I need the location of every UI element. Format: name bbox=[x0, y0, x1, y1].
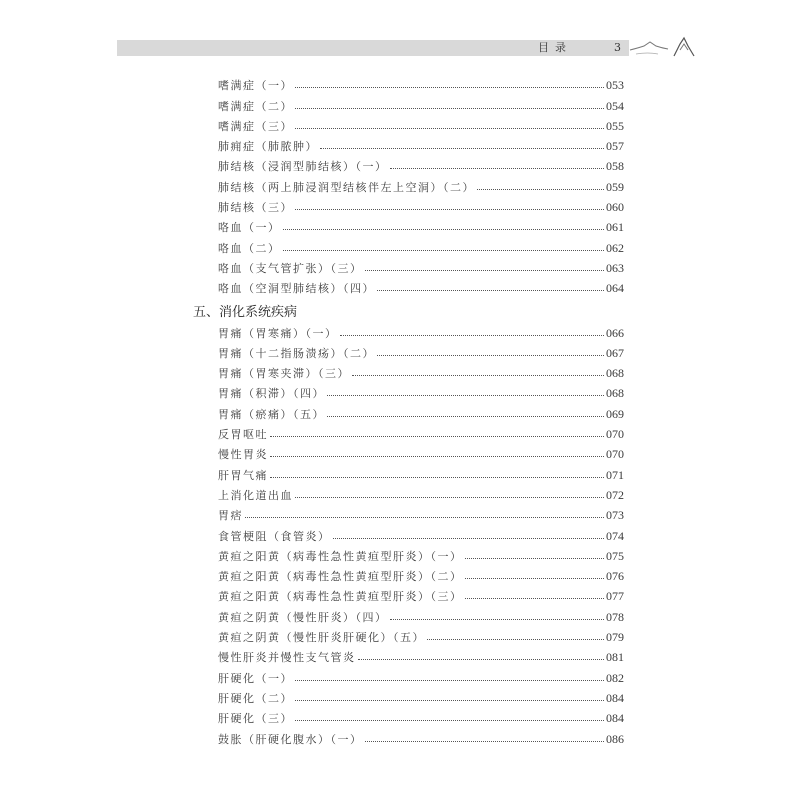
toc-entry[interactable] bbox=[218, 483, 624, 503]
entry-title: 鼓胀（肝硬化腹水）（一） bbox=[218, 732, 363, 746]
entry-page: 068 bbox=[606, 386, 624, 401]
entry-page: 074 bbox=[606, 528, 624, 543]
entry-title: 肺结核（三） bbox=[218, 201, 293, 215]
entry-title: 黄疸之阳黄（病毒性急性黄疸型肝炎）（一） bbox=[218, 549, 463, 563]
toc-entry[interactable] bbox=[218, 215, 624, 235]
section-heading: 五、消化系统疾病 bbox=[193, 305, 298, 321]
dot-leader bbox=[295, 720, 604, 721]
dot-leader bbox=[295, 128, 604, 129]
toc-entry[interactable] bbox=[218, 584, 624, 604]
entry-page: 071 bbox=[606, 467, 624, 482]
entry-title: 肝胃气痛 bbox=[218, 468, 268, 482]
dot-leader bbox=[477, 189, 604, 190]
dot-leader bbox=[377, 355, 604, 356]
toc-entry[interactable] bbox=[218, 665, 624, 685]
entry-page: 061 bbox=[606, 220, 624, 235]
toc-entry[interactable] bbox=[218, 401, 624, 421]
toc-entry[interactable] bbox=[218, 73, 624, 93]
toc-entry[interactable] bbox=[218, 381, 624, 401]
toc-entry[interactable] bbox=[218, 361, 624, 381]
entry-title: 嗜满症（三） bbox=[218, 119, 293, 133]
dot-leader bbox=[295, 700, 604, 701]
toc-entry[interactable] bbox=[218, 320, 624, 340]
entry-title: 黄疸之阴黄（慢性肝炎）（四） bbox=[218, 610, 388, 624]
entry-page: 059 bbox=[606, 179, 624, 194]
entry-page: 060 bbox=[606, 200, 624, 215]
dot-leader bbox=[352, 375, 604, 376]
entry-title: 黄疸之阳黄（病毒性急性黄疸型肝炎）（三） bbox=[218, 590, 463, 604]
entry-title: 慢性肝炎并慢性支气管炎 bbox=[218, 651, 356, 665]
toc-entry[interactable] bbox=[218, 726, 624, 746]
mountain-ornament-icon bbox=[628, 34, 698, 62]
entry-page: 079 bbox=[606, 630, 624, 645]
dot-leader bbox=[295, 497, 604, 498]
entry-title: 食管梗阻（食管炎） bbox=[218, 529, 331, 543]
toc-entry[interactable] bbox=[218, 422, 624, 442]
toc-entry[interactable] bbox=[218, 114, 624, 134]
toc-entry[interactable] bbox=[218, 256, 624, 276]
entry-title: 上消化道出血 bbox=[218, 488, 293, 502]
dot-leader bbox=[365, 741, 605, 742]
entry-page: 077 bbox=[606, 589, 624, 604]
entry-title: 嗜满症（二） bbox=[218, 99, 293, 113]
entry-title: 反胃呕吐 bbox=[218, 428, 268, 442]
dot-leader bbox=[333, 538, 605, 539]
toc-entry[interactable] bbox=[218, 645, 624, 665]
dot-leader bbox=[390, 168, 605, 169]
dot-leader bbox=[295, 87, 604, 88]
entry-page: 062 bbox=[606, 240, 624, 255]
toc-entry[interactable] bbox=[218, 195, 624, 215]
entry-page: 057 bbox=[606, 139, 624, 154]
toc-entry[interactable] bbox=[218, 442, 624, 462]
dot-leader bbox=[327, 395, 604, 396]
entry-title: 嗜满症（一） bbox=[218, 79, 293, 93]
toc-entry[interactable] bbox=[218, 93, 624, 113]
toc-entry[interactable] bbox=[218, 706, 624, 726]
dot-leader bbox=[365, 270, 605, 271]
entry-title: 慢性胃炎 bbox=[218, 448, 268, 462]
entry-title: 肺结核（浸润型肺结核）（一） bbox=[218, 160, 388, 174]
toc-entry[interactable] bbox=[218, 523, 624, 543]
entry-page: 066 bbox=[606, 325, 624, 340]
entry-title: 肝硬化（二） bbox=[218, 691, 293, 705]
entry-title: 肝硬化（一） bbox=[218, 671, 293, 685]
entry-title: 肺痈症（肺脓肿） bbox=[218, 140, 318, 154]
entry-title: 胃痛（瘀痛）（五） bbox=[218, 407, 325, 421]
entry-title: 肝硬化（三） bbox=[218, 712, 293, 726]
entry-title: 咯血（空洞型肺结核）（四） bbox=[218, 282, 375, 296]
entry-page: 054 bbox=[606, 98, 624, 113]
dot-leader bbox=[245, 517, 604, 518]
entry-page: 086 bbox=[606, 731, 624, 746]
dot-leader bbox=[327, 416, 604, 417]
dot-leader bbox=[320, 148, 604, 149]
toc-entry[interactable] bbox=[218, 174, 624, 194]
toc-entry[interactable] bbox=[218, 625, 624, 645]
entry-page: 075 bbox=[606, 548, 624, 563]
entry-title: 黄疸之阴黄（慢性肝炎肝硬化）（五） bbox=[218, 631, 425, 645]
dot-leader bbox=[295, 209, 604, 210]
entry-page: 064 bbox=[606, 281, 624, 296]
entry-page: 070 bbox=[606, 427, 624, 442]
entry-page: 063 bbox=[606, 260, 624, 275]
dot-leader bbox=[283, 250, 605, 251]
entry-title: 肺结核（两上肺浸润型结核伴左上空洞）（二） bbox=[218, 180, 475, 194]
entry-title: 黄疸之阳黄（病毒性急性黄疸型肝炎）（二） bbox=[218, 570, 463, 584]
dot-leader bbox=[377, 290, 604, 291]
dot-leader bbox=[283, 229, 605, 230]
entry-title: 咯血（一） bbox=[218, 221, 281, 235]
toc-entry[interactable] bbox=[218, 154, 624, 174]
dot-leader bbox=[358, 659, 605, 660]
table-of-contents bbox=[193, 73, 624, 747]
toc-entry[interactable] bbox=[218, 235, 624, 255]
toc-entry[interactable] bbox=[218, 134, 624, 154]
page-number: 3 bbox=[614, 41, 621, 54]
entry-page: 058 bbox=[606, 159, 624, 174]
entry-page: 084 bbox=[606, 711, 624, 726]
entry-title: 胃痛（十二指肠溃疡）（二） bbox=[218, 346, 375, 360]
dot-leader bbox=[295, 108, 604, 109]
entry-page: 069 bbox=[606, 406, 624, 421]
entry-page: 070 bbox=[606, 447, 624, 462]
toc-entry[interactable] bbox=[218, 604, 624, 624]
entry-page: 076 bbox=[606, 569, 624, 584]
dot-leader bbox=[465, 598, 605, 599]
toc-entry[interactable] bbox=[218, 686, 624, 706]
dot-leader bbox=[295, 680, 604, 681]
toc-entry[interactable] bbox=[218, 462, 624, 482]
entry-page: 073 bbox=[606, 508, 624, 523]
entry-page: 082 bbox=[606, 670, 624, 685]
entry-page: 055 bbox=[606, 118, 624, 133]
entry-page: 068 bbox=[606, 366, 624, 381]
running-header-title: 目录 bbox=[538, 41, 572, 54]
toc-entry[interactable] bbox=[218, 503, 624, 523]
entry-page: 067 bbox=[606, 345, 624, 360]
entry-page: 053 bbox=[606, 78, 624, 93]
dot-leader bbox=[270, 436, 604, 437]
dot-leader bbox=[270, 477, 604, 478]
entry-title: 咯血（支气管扩张）（三） bbox=[218, 261, 363, 275]
entry-page: 081 bbox=[606, 650, 624, 665]
dot-leader bbox=[427, 639, 604, 640]
entry-title: 咯血（二） bbox=[218, 241, 281, 255]
entry-page: 072 bbox=[606, 487, 624, 502]
toc-entry[interactable] bbox=[218, 564, 624, 584]
entry-page: 078 bbox=[606, 609, 624, 624]
dot-leader bbox=[390, 619, 605, 620]
dot-leader bbox=[270, 456, 604, 457]
toc-entry[interactable] bbox=[218, 276, 624, 296]
toc-entry[interactable] bbox=[218, 341, 624, 361]
dot-leader bbox=[465, 578, 605, 579]
dot-leader bbox=[340, 335, 605, 336]
dot-leader bbox=[465, 558, 605, 559]
entry-title: 胃痞 bbox=[218, 509, 243, 523]
toc-entry[interactable] bbox=[218, 544, 624, 564]
entry-title: 胃痛（胃寒痛）（一） bbox=[218, 326, 338, 340]
entry-title: 胃痛（胃寒夹滞）（三） bbox=[218, 367, 350, 381]
entry-title: 胃痛（积滞）（四） bbox=[218, 387, 325, 401]
entry-page: 084 bbox=[606, 690, 624, 705]
